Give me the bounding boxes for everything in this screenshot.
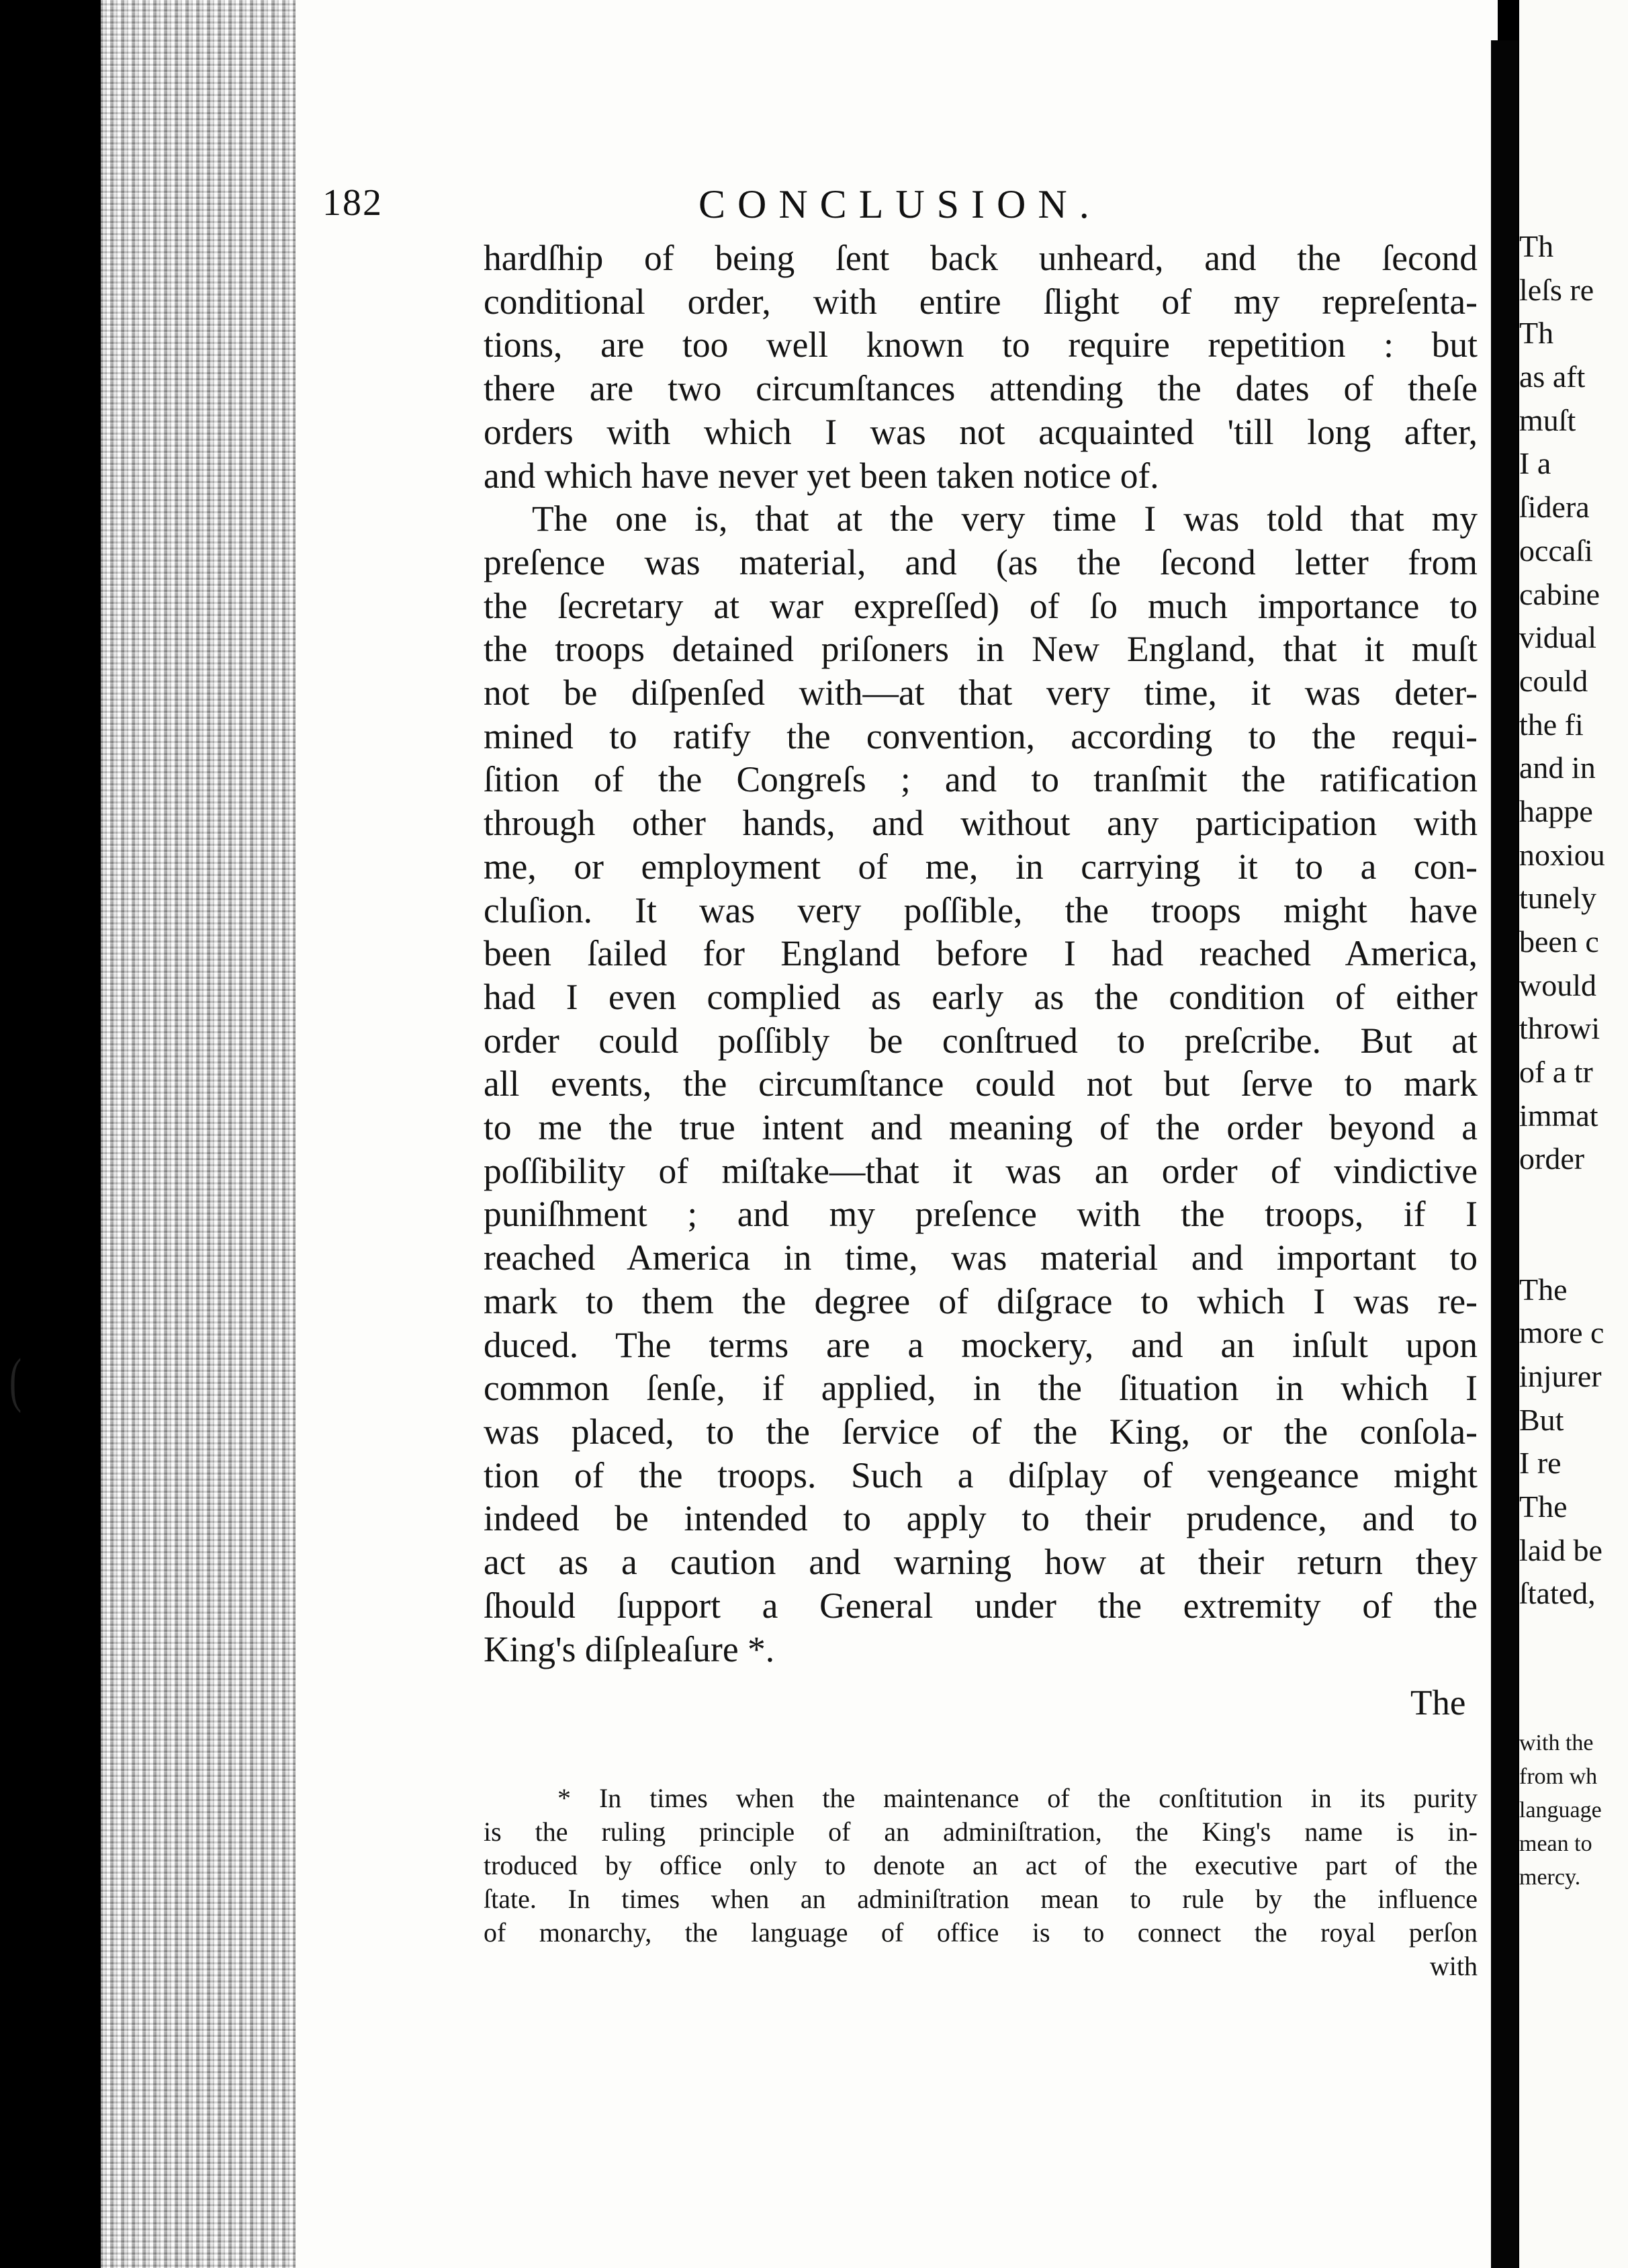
text-line: mined to ratify the convention, according to the requi- bbox=[484, 715, 1478, 756]
right-footnote-line: from wh bbox=[1519, 1764, 1598, 1789]
text-line: to me the true intent and meaning of the order beyond a bbox=[484, 1107, 1478, 1148]
right-footnote-line: language bbox=[1519, 1798, 1602, 1823]
right-page-line: The bbox=[1519, 1272, 1568, 1307]
right-page-line: I re bbox=[1519, 1446, 1562, 1481]
text-line: puniſhment ; and my preſence with the troops, if I bbox=[484, 1194, 1478, 1235]
footnote-line: ſtate. In times when an adminiſtration mean to rule by the influence bbox=[484, 1884, 1478, 1914]
footnote-line: of monarchy, the language of office is to connect the royal perſon bbox=[484, 1917, 1478, 1948]
right-page-line: as aft bbox=[1519, 359, 1586, 394]
text-line: tions, are too well known to require repetition : but bbox=[484, 324, 1478, 365]
right-page-line: order bbox=[1519, 1141, 1585, 1176]
text-line: reached America in time, was material and important to bbox=[484, 1237, 1478, 1278]
right-page-line: ſidera bbox=[1519, 490, 1590, 525]
text-line: common ſenſe, if applied, in the ſituation in which I bbox=[484, 1368, 1478, 1409]
text-line: been ſailed for England before I had reached America, bbox=[484, 933, 1478, 974]
text-line: indeed be intended to apply to their prudence, and to bbox=[484, 1498, 1478, 1539]
text-line: poſſibility of miſtake—that it was an order of vindictive bbox=[484, 1150, 1478, 1191]
right-page-line: leſs re bbox=[1519, 272, 1594, 307]
footnote-line: * In times when the maintenance of the conſtitution in its purity bbox=[557, 1783, 1478, 1813]
right-page-line: occaſi bbox=[1519, 533, 1593, 568]
text-line: all events, the circumſtance could not but ſerve to mark bbox=[484, 1063, 1478, 1104]
text-line: ſhould ſupport a General under the extremity of the bbox=[484, 1585, 1478, 1626]
right-page-line: been c bbox=[1519, 924, 1599, 959]
main-text-block bbox=[484, 236, 1478, 1671]
book-gutter bbox=[1491, 40, 1518, 2268]
right-page-line bbox=[1519, 1181, 1628, 1225]
text-line: the ſecretary at war expreſſed) of ſo much importance to bbox=[484, 585, 1478, 626]
right-page-line: more c bbox=[1519, 1315, 1604, 1350]
page-number: 182 bbox=[322, 182, 383, 224]
right-page-line: vidual bbox=[1519, 620, 1596, 655]
right-page-line: could bbox=[1519, 663, 1588, 698]
right-page-line: happe bbox=[1519, 793, 1593, 828]
right-page-line: cabine bbox=[1519, 576, 1600, 611]
right-page-line: noxiou bbox=[1519, 837, 1605, 872]
right-page-line: would bbox=[1519, 967, 1596, 1002]
right-page-line: But bbox=[1519, 1402, 1564, 1437]
text-line: cluſion. It was very poſſible, the troops might have bbox=[484, 889, 1478, 930]
text-line: ſition of the Congreſs ; and to tranſmit the ratification bbox=[484, 759, 1478, 800]
text-line: orders with which I was not acquainted 'till long after, bbox=[484, 411, 1478, 452]
right-page-line: muſt bbox=[1519, 402, 1576, 437]
right-page-line: immat bbox=[1519, 1098, 1598, 1133]
text-line: King's diſpleaſure *. bbox=[484, 1628, 775, 1669]
text-line: me, or employment of me, in carrying it to a con- bbox=[484, 846, 1478, 887]
right-footnote-line: mean to bbox=[1519, 1831, 1592, 1856]
right-page bbox=[1519, 0, 1628, 2268]
text-line: order could poſſibly be conſtrued to preſcribe. But at bbox=[484, 1020, 1478, 1061]
right-footnote-line: mercy. bbox=[1519, 1865, 1581, 1890]
right-page-footnote bbox=[1519, 1727, 1628, 1894]
text-line: through other hands, and without any participation with bbox=[484, 803, 1478, 844]
page-edges bbox=[101, 0, 302, 2268]
text-line: tion of the troops. Such a diſplay of vengeance might bbox=[484, 1454, 1478, 1495]
text-line: mark to them the degree of diſgrace to which I was re- bbox=[484, 1280, 1478, 1321]
running-head: CONCLUSION. bbox=[698, 182, 1101, 226]
text-line: had I even complied as early as the condition of either bbox=[484, 976, 1478, 1017]
text-line: The one is, that at the very time I was told that my bbox=[532, 498, 1478, 539]
right-page-line: and in bbox=[1519, 750, 1596, 785]
right-page-line: The bbox=[1519, 1489, 1568, 1524]
footnote-line: with bbox=[1429, 1951, 1478, 1981]
right-page-line: Th bbox=[1519, 316, 1554, 351]
text-line: act as a caution and warning how at their return they bbox=[484, 1542, 1478, 1583]
right-page-line: laid be bbox=[1519, 1532, 1602, 1567]
right-page-line: the fi bbox=[1519, 707, 1584, 742]
footnote bbox=[484, 1782, 1478, 1983]
text-line: preſence was material, and (as the ſecond letter from bbox=[484, 541, 1478, 582]
footnote-line: is the ruling principle of an adminiſtration, the King's name is in- bbox=[484, 1817, 1478, 1847]
right-page-line: throwi bbox=[1519, 1011, 1600, 1046]
text-line: the troops detained priſoners in New England, that it muſt bbox=[484, 629, 1478, 670]
page-header bbox=[322, 181, 1491, 235]
right-page-line: of a tr bbox=[1519, 1055, 1593, 1090]
text-line: hardſhip of being ſent back unheard, and the ſecond bbox=[484, 238, 1478, 278]
text-line: and which have never yet been taken notice of. bbox=[484, 455, 1159, 496]
text-line: was placed, to the ſervice of the King, or the conſola- bbox=[484, 1411, 1478, 1452]
right-page-line: ſtated, bbox=[1519, 1576, 1596, 1611]
right-page-line: tunely bbox=[1519, 881, 1596, 916]
text-line: there are two circumſtances attending the dates of theſe bbox=[484, 368, 1478, 409]
text-line: conditional order, with entire ſlight of my repreſenta- bbox=[484, 281, 1478, 322]
right-page-line: Th bbox=[1519, 229, 1554, 263]
margin-mark: ( bbox=[9, 1347, 21, 1413]
text-line: not be diſpenſed with—at that very time, it was deter- bbox=[484, 672, 1478, 713]
right-footnote-line: with the bbox=[1519, 1731, 1594, 1755]
right-page-line: injurer bbox=[1519, 1358, 1602, 1393]
catchword: The bbox=[1410, 1684, 1466, 1722]
footnote-line: troduced by office only to denote an act of the executive part of the bbox=[484, 1850, 1478, 1880]
right-page-line: I a bbox=[1519, 446, 1551, 481]
right-page-text bbox=[1519, 225, 1628, 1616]
right-page-line bbox=[1519, 1225, 1628, 1268]
text-line: duced. The terms are a mockery, and an inſult upon bbox=[484, 1324, 1478, 1365]
